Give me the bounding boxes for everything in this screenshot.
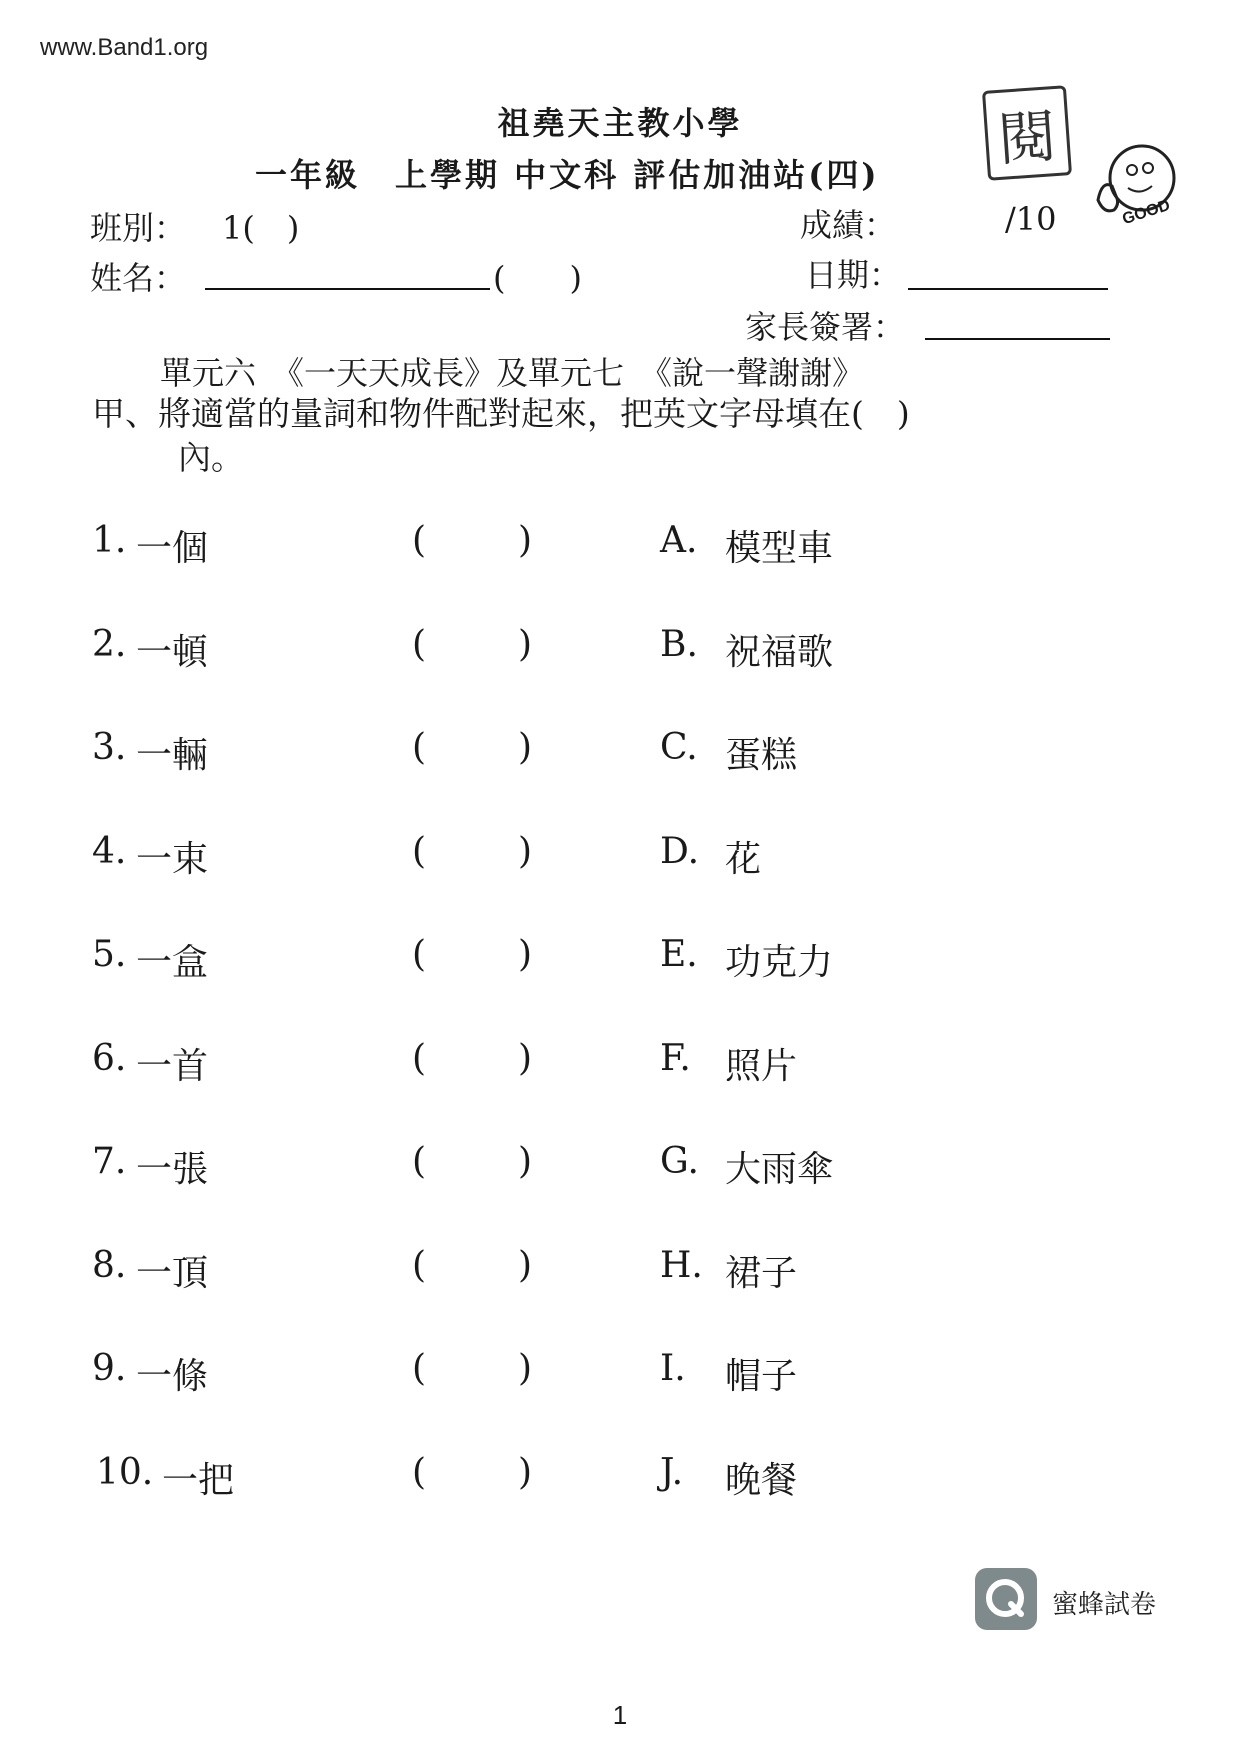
instruction-line-2: 內。 <box>178 438 244 477</box>
parent-signature-label: 家長簽署： <box>745 308 906 346</box>
question-number: 9. <box>92 1348 127 1389</box>
question-number: 2. <box>92 624 127 665</box>
paren-open: ( <box>412 934 427 975</box>
paren-close: ) <box>517 624 532 665</box>
paren-close: ) <box>517 520 532 561</box>
class-field[interactable]: 1( ) <box>222 209 300 247</box>
paren-close: ) <box>517 1452 532 1493</box>
option-letter: G. <box>660 1141 699 1182</box>
option-item: 照片 <box>725 1046 798 1087</box>
answer-blank[interactable] <box>412 934 532 975</box>
paren-close: ) <box>517 1245 532 1286</box>
worksheet-subtitle: 一年級 上學期 中文科 評估加油站(四) <box>255 156 880 194</box>
option-letter: B. <box>660 624 698 665</box>
question-number: 3. <box>92 727 127 768</box>
paren-close: ) <box>517 934 532 975</box>
measure-word: 一盒 <box>136 942 209 983</box>
option-letter: F. <box>660 1038 691 1079</box>
option-item: 蛋糕 <box>725 735 798 776</box>
measure-word: 一頓 <box>136 632 209 673</box>
answer-blank[interactable] <box>412 727 532 768</box>
paren-close: ) <box>517 727 532 768</box>
app-logo-icon <box>975 1568 1037 1630</box>
good-thumbs-up-icon <box>1090 138 1190 238</box>
answer-blank[interactable] <box>412 1141 532 1182</box>
date-label: 日期： <box>805 256 902 294</box>
option-item: 裙子 <box>725 1253 798 1294</box>
measure-word: 一束 <box>136 839 209 880</box>
option-item: 祝福歌 <box>725 632 834 673</box>
date-input-line[interactable] <box>908 262 1108 290</box>
answer-blank[interactable] <box>412 831 532 872</box>
question-number: 8. <box>92 1245 127 1286</box>
option-letter: I. <box>660 1348 686 1389</box>
measure-word: 一個 <box>136 528 209 569</box>
school-name: 祖堯天主教小學 <box>497 104 743 142</box>
paren-open: ( <box>412 1348 427 1389</box>
option-item: 功克力 <box>725 942 834 983</box>
paren-close: ) <box>517 1038 532 1079</box>
option-letter: A. <box>660 520 698 561</box>
paren-open: ( <box>412 520 427 561</box>
class-number-field[interactable]: ( ) <box>493 259 582 297</box>
measure-word: 一輛 <box>136 735 209 776</box>
score-field[interactable]: /10 <box>1005 200 1057 238</box>
option-letter: E. <box>660 934 698 975</box>
answer-blank[interactable] <box>412 1038 532 1079</box>
option-item: 模型車 <box>725 528 834 569</box>
option-item: 花 <box>725 839 762 880</box>
paren-open: ( <box>412 1141 427 1182</box>
paren-close: ) <box>517 831 532 872</box>
option-item: 晚餐 <box>725 1460 798 1501</box>
question-number: 10. <box>96 1452 154 1493</box>
question-number: 6. <box>92 1038 127 1079</box>
brand-name: 蜜蜂試卷 <box>1052 1589 1157 1619</box>
question-number: 5. <box>92 934 127 975</box>
paren-open: ( <box>412 727 427 768</box>
option-item: 大雨傘 <box>725 1149 834 1190</box>
parent-signature-line[interactable] <box>925 312 1110 340</box>
paren-close: ) <box>517 1141 532 1182</box>
paren-open: ( <box>412 1038 427 1079</box>
option-letter: D. <box>660 831 700 872</box>
paren-open: ( <box>412 624 427 665</box>
answer-blank[interactable] <box>412 1348 532 1389</box>
option-letter: C. <box>660 727 698 768</box>
measure-word: 一條 <box>136 1356 209 1397</box>
name-label: 姓名： <box>90 259 187 297</box>
paren-open: ( <box>412 831 427 872</box>
stamp-glyph: 閱 <box>996 102 1059 174</box>
measure-word: 一首 <box>136 1046 209 1087</box>
answer-blank[interactable] <box>412 520 532 561</box>
teacher-stamp <box>982 85 1072 181</box>
question-number: 7. <box>92 1141 127 1182</box>
units-heading: 單元六 《一天天成長》及單元七 《說一聲謝謝》 <box>160 354 865 392</box>
option-letter: H. <box>660 1245 703 1286</box>
measure-word: 一張 <box>136 1149 209 1190</box>
paren-close: ) <box>517 1348 532 1389</box>
option-letter: J. <box>660 1452 684 1493</box>
answer-blank[interactable] <box>412 1452 532 1493</box>
watermark-url: www.Band1.org <box>40 34 209 61</box>
good-label: GOOD <box>1120 196 1173 229</box>
option-item: 帽子 <box>725 1356 798 1397</box>
name-input-line[interactable] <box>205 262 490 290</box>
measure-word: 一把 <box>162 1460 235 1501</box>
measure-word: 一頂 <box>136 1253 209 1294</box>
answer-blank[interactable] <box>412 1245 532 1286</box>
paren-open: ( <box>412 1245 427 1286</box>
instruction-line-1: 甲、將適當的量詞和物件配對起來，把英文字母填在( ) <box>92 394 910 433</box>
answer-blank[interactable] <box>412 624 532 665</box>
paren-open: ( <box>412 1452 427 1493</box>
question-number: 4. <box>92 831 127 872</box>
score-label: 成績： <box>800 206 897 244</box>
question-number: 1. <box>92 520 127 561</box>
page-number: 1 <box>612 1700 628 1730</box>
class-label: 班別： <box>90 209 187 247</box>
